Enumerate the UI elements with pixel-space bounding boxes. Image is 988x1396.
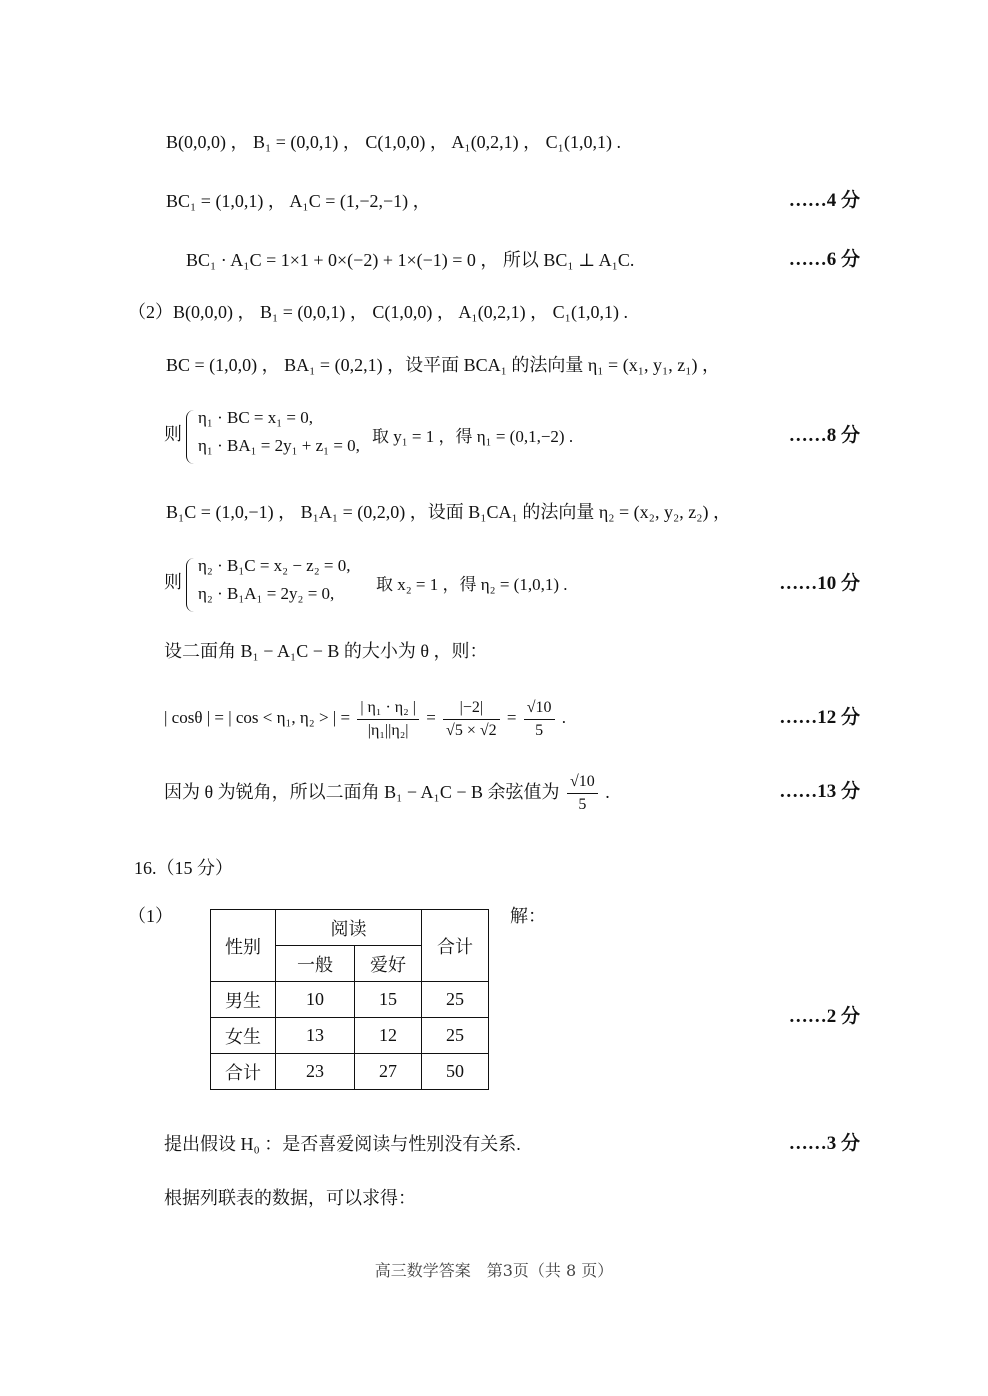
- normal-vector-1-setup: [0, 345, 988, 385]
- period: .: [605, 782, 610, 802]
- subheader-like: 爱好: [355, 946, 422, 982]
- solution-label: 解：: [510, 906, 546, 926]
- coordinates-text: B(0,0,0) ， B₁ = (0,0,1) ， C(1,0,0) ， A₁(0,2,1) ， C₁(1,0,1) .: [166, 132, 621, 152]
- part-2-text: （2）B(0,0,0) ， B₁ = (0,0,1) ， C(1,0,0) ， A₁(0,2,1) ， C₁(1,0,1) .: [128, 302, 628, 322]
- system-1-result: 取 y₁ = 1 ，得 η₁ = (0,1,−2) .: [372, 427, 574, 446]
- header-reading: 阅读: [276, 910, 422, 946]
- system-2-eq-1: η₂ · B₁C = x₂ − z₂ = 0,: [198, 556, 351, 575]
- then-label: 则: [164, 572, 182, 593]
- cell-like: 27: [355, 1054, 422, 1090]
- equals-sign: =: [506, 708, 517, 727]
- fraction-3: [524, 697, 555, 742]
- fraction-2-denominator: √5 × √2: [446, 721, 497, 739]
- cell-general: 23: [276, 1054, 355, 1090]
- dot-product-line: [0, 240, 988, 280]
- score-2: ……2 分: [788, 1006, 860, 1027]
- row-label: 合计: [211, 1054, 276, 1090]
- dot-product-text: BC₁ · A₁C = 1×1 + 0×(−2) + 1×(−1) = 0 ， 所以 BC₁ ⊥ A₁C.: [186, 250, 635, 270]
- period: .: [561, 708, 566, 727]
- part-2-coordinates: [0, 292, 988, 332]
- then-label: 则: [164, 424, 182, 445]
- hypothesis-text: 提出假设 H₀ ：是否喜爱阅读与性别没有关系.: [164, 1134, 521, 1154]
- conclusion-text: 因为 θ 为锐角，所以二面角 B₁ − A₁C − B 余弦值为: [164, 782, 560, 802]
- conclusion-fraction: [567, 771, 598, 816]
- question-16-header: [0, 848, 988, 888]
- conclusion-numerator: √10: [567, 771, 598, 794]
- cosine-left: | cosθ | = | cos < η₁, η₂ > | =: [164, 708, 351, 727]
- fraction-2: [443, 697, 500, 742]
- conclusion: [164, 764, 610, 820]
- conclusion-denominator: 5: [578, 796, 587, 814]
- cell-total: 50: [422, 1054, 489, 1090]
- dihedral-angle-setup: [0, 631, 988, 671]
- cell-like: 15: [355, 982, 422, 1018]
- system-2-result: 取 x₂ = 1 ，得 η₂ = (1,0,1) .: [376, 575, 568, 594]
- table-header-row: [211, 910, 489, 946]
- score-8-row: [0, 416, 988, 456]
- score-4: ……4 分: [788, 190, 860, 211]
- normal-1-text: BC = (1,0,0) ， BA₁ = (0,2,1) ，设平面 BCA₁ 的法向量 η₁ = (x₁, y₁, z₁) ，: [166, 355, 720, 375]
- score-8: ……8 分: [788, 425, 860, 446]
- cosine-formula: [164, 690, 566, 746]
- row-label: 男生: [211, 982, 276, 1018]
- question-16-label: 16.（15 分）: [134, 858, 233, 878]
- vectors-text: BC₁ = (1,0,1) ， A₁C = (1,−2,−1) ，: [166, 191, 431, 211]
- score-6: ……6 分: [788, 249, 860, 270]
- score-10-row: [0, 564, 988, 604]
- part-1-row: [0, 896, 988, 936]
- cosine-formula-line: [0, 690, 988, 746]
- cell-total: 25: [422, 982, 489, 1018]
- system-1-eq-2: η₁ · BA₁ = 2y₁ + z₁ = 0,: [198, 436, 360, 455]
- cell-general: 13: [276, 1018, 355, 1054]
- dihedral-text: 设二面角 B₁ − A₁C − B 的大小为 θ ，则：: [164, 641, 488, 661]
- coordinate-line-1: [0, 122, 988, 162]
- score-3: ……3 分: [788, 1133, 860, 1154]
- normal-vector-2-setup: [0, 492, 988, 532]
- system-2-eq-2: η₂ · B₁A₁ = 2y₂ = 0,: [198, 584, 335, 603]
- cell-like: 12: [355, 1018, 422, 1054]
- cell-general: 10: [276, 982, 355, 1018]
- fraction-1: [357, 697, 419, 742]
- final-text: 根据列联表的数据，可以求得：: [164, 1188, 416, 1208]
- hypothesis-line: [0, 1124, 988, 1164]
- header-gender: 性别: [211, 910, 276, 982]
- equals-sign: =: [426, 708, 436, 727]
- score-12: ……12 分: [779, 707, 860, 728]
- score-10: ……10 分: [779, 573, 860, 594]
- conclusion-line: [0, 764, 988, 820]
- header-total: 合计: [422, 910, 489, 982]
- table-row: [211, 1054, 489, 1090]
- vector-line: [0, 181, 988, 221]
- normal-2-text: B₁C = (1,0,−1) ， B₁A₁ = (0,2,0) ，设面 B₁CA₁ 的法向量 η₂ = (x₂, y₂, z₂) ，: [166, 502, 731, 522]
- subheader-general: 一般: [276, 946, 355, 982]
- part-1-label: （1）: [128, 906, 173, 926]
- system-1-eq-1: η₁ · BC = x₁ = 0,: [198, 408, 314, 427]
- fraction-1-denominator: |η₁||η₂|: [367, 721, 409, 739]
- fraction-2-numerator: |−2|: [443, 697, 500, 720]
- cell-total: 25: [422, 1018, 489, 1054]
- final-line: [0, 1178, 988, 1218]
- fraction-1-numerator: | η₁ · η₂ |: [357, 697, 419, 720]
- fraction-3-denominator: 5: [535, 721, 544, 739]
- row-label: 女生: [211, 1018, 276, 1054]
- page-footer: 高三数学答案 第3页（共 8 页）: [374, 1261, 614, 1280]
- score-13: ……13 分: [779, 781, 860, 802]
- table-score-row: [0, 997, 988, 1037]
- fraction-3-numerator: √10: [524, 697, 555, 720]
